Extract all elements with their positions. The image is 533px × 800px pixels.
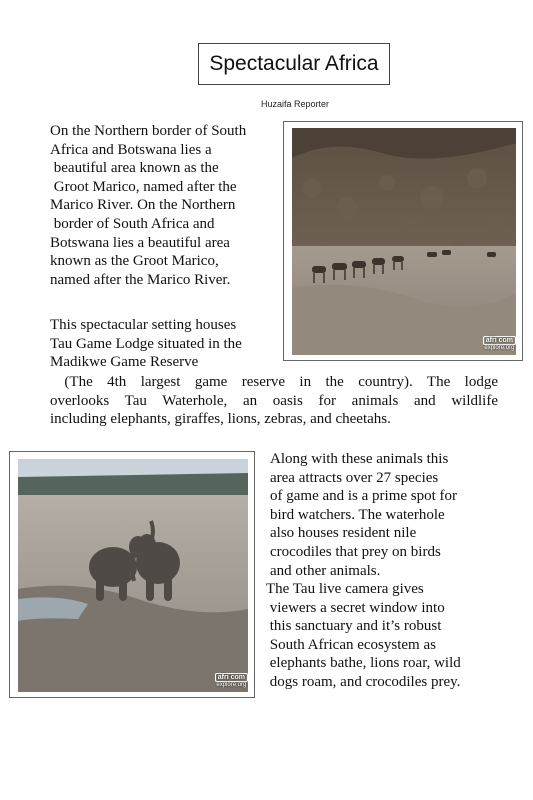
camera-paragraph [266,580,461,692]
text-line: bird watchers. The waterhole [270,506,445,523]
text-line: Africa and Botswana lies a [50,141,212,158]
zebra-waterhole-photo [283,121,523,361]
intro-paragraph [50,122,246,289]
text-line: including elephants, giraffes, lions, zebras, and cheetahs. [50,411,391,428]
text-line: Madikwe Game Reserve [50,354,199,371]
text-line: elephants bathe, lions roar, wild [266,655,461,672]
text-line: known as the Groot Marico, [50,253,219,270]
text-line: Groot Marico, named after the [50,178,237,195]
text-line: viewers a secret window into [266,599,445,616]
text-line: This spectacular setting houses [50,317,237,333]
lodge-paragraph [50,316,242,372]
text-line: The Tau live camera gives [266,581,424,597]
photo-image [292,128,516,355]
text-line: dogs roam, and crocodiles prey. [266,673,461,690]
text-line: and other animals. [270,562,381,579]
text-line: border of South Africa and [50,215,215,232]
text-line: crocodiles that prey on birds [270,543,441,560]
text-line: Along with these animals this [270,451,449,467]
text-line: South African ecosystem as [266,636,436,653]
text-line: area attracts over 27 species [270,469,439,486]
explore-watermark [483,336,516,352]
text-line: (The 4th largest game reserve in the country). The lodge [50,374,498,390]
species-paragraph [270,450,457,580]
watermark-site: explore.org [216,682,247,688]
text-line: also houses resident nile [270,525,417,542]
explore-watermark [215,673,248,689]
text-line: beautiful area known as the [50,160,219,177]
photo-image [18,459,248,692]
watermark-logo: afri com [215,673,248,682]
watermark-site: explore.org [484,345,515,351]
text-line: this sanctuary and it’s robust [266,618,442,635]
text-line: overlooks Tau Waterhole, an oasis for animals and wildlife [50,392,498,409]
text-line: named after the Marico River. [50,271,231,288]
elephants-waterhole-photo [9,451,255,698]
text-line: Tau Game Lodge situated in the [50,335,242,352]
text-line: Marico River. On the Northern [50,197,236,214]
author-byline: Huzaifa Reporter [260,99,330,109]
text-line: of game and is a prime spot for [270,488,458,505]
reserve-paragraph [50,373,498,429]
text-line: Botswana lies a beautiful area [50,234,230,251]
article-title: Spectacular Africa [198,43,390,85]
text-line: On the Northern border of South [50,123,247,139]
watermark-logo: afri com [483,336,516,345]
